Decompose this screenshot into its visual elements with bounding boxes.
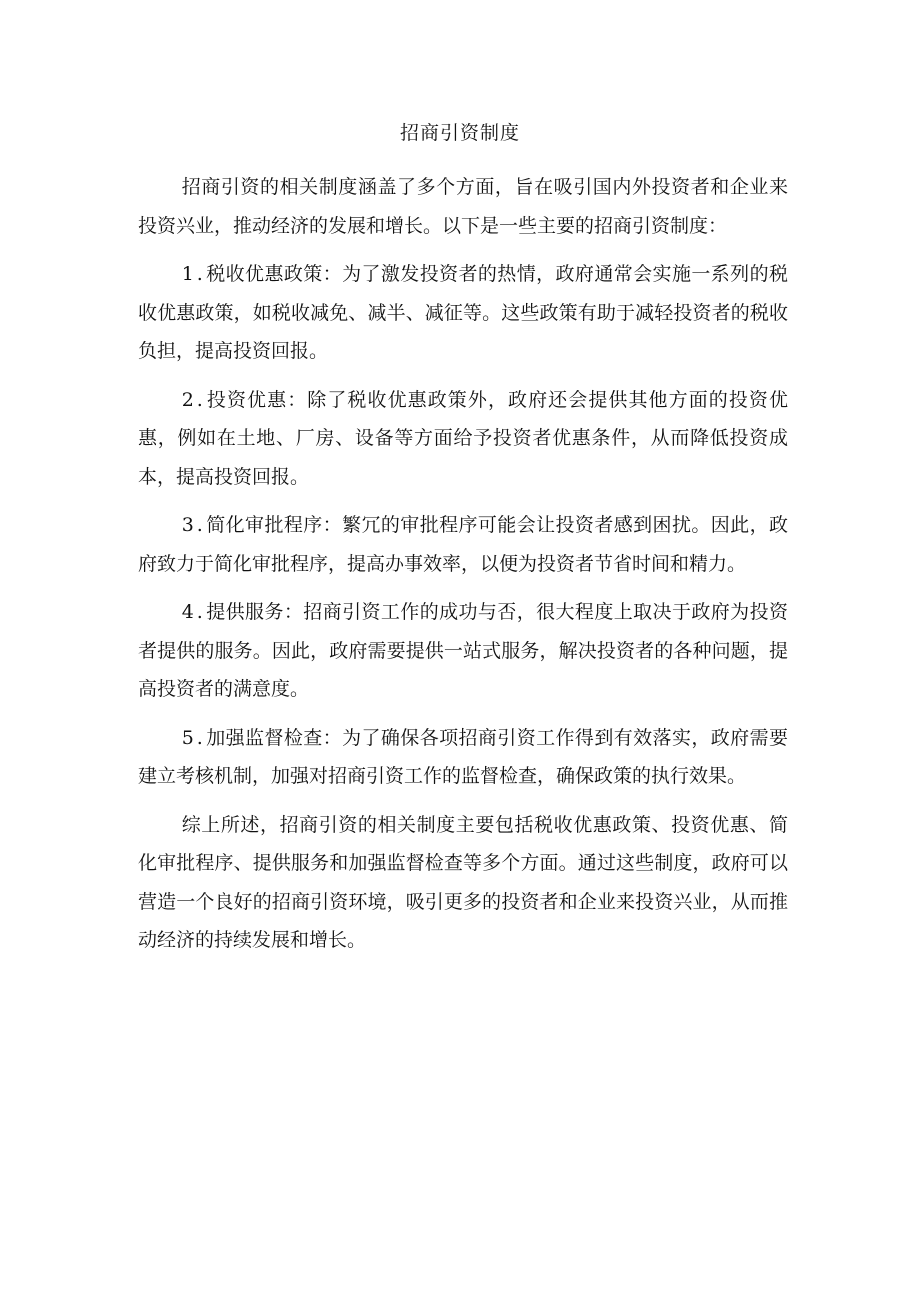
summary-paragraph [138, 806, 788, 960]
list-item-simplify-approval [138, 506, 788, 583]
paragraph-text: 招商引资的相关制度涵盖了多个方面，旨在吸引国内外投资者和企业来投资兴业，推动经济的发展和增长。以下是一些主要的招商引资制度： [138, 176, 788, 237]
document-title: 招商引资制度 [399, 122, 520, 144]
list-item-number: 4. [181, 601, 206, 623]
list-item-tax-policy [138, 255, 788, 371]
paragraph-text: 简化审批程序：繁冗的审批程序可能会让投资者感到困扰。因此，政府致力于简化审批程序，提高办事效率，以便为投资者节省时间和精力。 [138, 514, 788, 575]
list-item-investment-preference [138, 381, 788, 497]
list-item-number: 5. [181, 726, 206, 749]
list-item-supervision [138, 719, 788, 796]
list-item-provide-service [138, 593, 788, 709]
list-item-number: 2. [181, 388, 206, 411]
document-body [138, 168, 788, 970]
paragraph-text: 综上所述，招商引资的相关制度主要包括税收优惠政策、投资优惠、简化审批程序、提供服务和加强监督检查等多个方面。通过这些制度，政府可以营造一个良好的招商引资环境，吸引更多的投资者和企业来投资兴业，从而推动经济的持续发展和增长。 [138, 813, 788, 951]
paragraph-text: 提供服务：招商引资工作的成功与否，很大程度上取决于政府为投资者提供的服务。因此，政府需要提供一站式服务，解决投资者的各种问题，提高投资者的满意度。 [138, 601, 788, 700]
paragraph-text: 加强监督检查：为了确保各项招商引资工作得到有效落实，政府需要建立考核机制，加强对招商引资工作的监督检查，确保政策的执行效果。 [138, 726, 788, 787]
paragraph-text: 税收优惠政策：为了激发投资者的热情，政府通常会实施一系列的税收优惠政策，如税收减免、减半、减征等。这些政策有助于减轻投资者的税收负担，提高投资回报。 [138, 263, 788, 362]
intro-paragraph [138, 168, 788, 245]
paragraph-text: 投资优惠：除了税收优惠政策外，政府还会提供其他方面的投资优惠，例如在土地、厂房、设备等方面给予投资者优惠条件，从而降低投资成本，提高投资回报。 [138, 388, 788, 488]
list-item-number: 3. [181, 514, 206, 536]
list-item-number: 1. [181, 263, 206, 285]
